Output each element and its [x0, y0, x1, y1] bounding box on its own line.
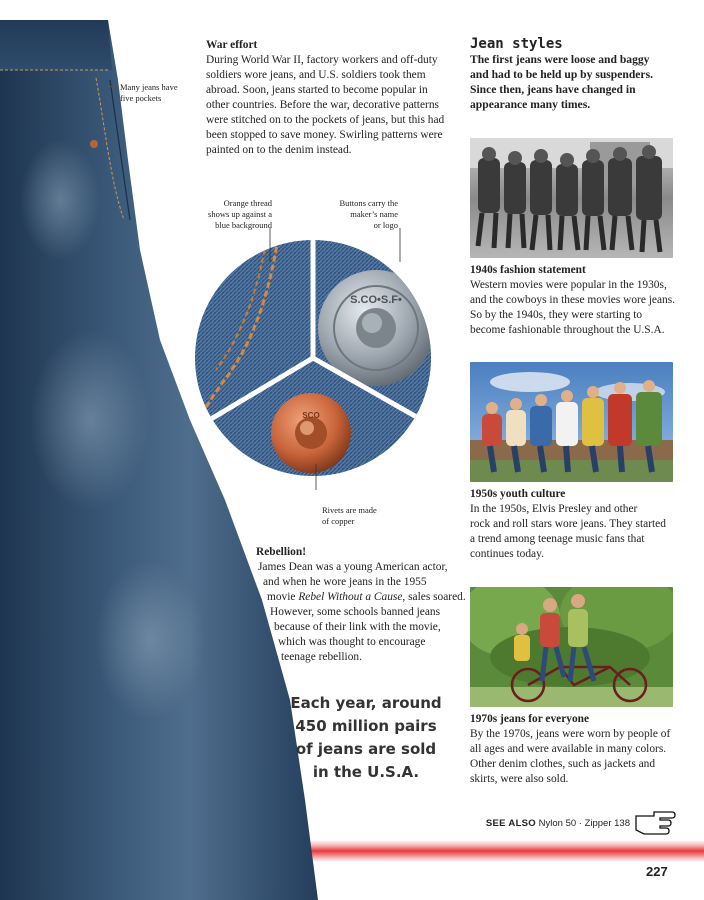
- section-1940s-heading: 1940s fashion statement: [470, 264, 586, 276]
- button-lettering: S.CO•S.F•: [350, 294, 402, 306]
- war-effort-heading: War effort: [206, 39, 258, 51]
- photo-1940s-men: [470, 138, 673, 258]
- rebellion-text: James Dean was a young American actor, and when he wore jeans in the 1955 movie Rebel Without a Cause, sales soared. However, some schools banned jeans because of their link with the movie, which was thought to encourage teenage rebellion.: [258, 561, 466, 663]
- pockets-label-line: [108, 86, 118, 87]
- see-also[interactable]: [470, 818, 630, 829]
- section-1970s: [470, 712, 696, 787]
- rebellion-heading: Rebellion!: [256, 546, 306, 558]
- section-1970s-text: By the 1970s, jeans were worn by people of all ages and were available in many colors. Other denim clothes, such as jackets and skirts, were also sold.: [470, 728, 671, 785]
- war-effort-text: During World War II, factory workers and off-duty soldiers wore jeans, and U.S. soldiers took them abroad. Soon, jeans started to become popular in other countries. Before the war, decorative patterns were stitched on to the pockets of jeans, but this had been stopped to save money. Swirling patterns were painted on to the denim instead.: [206, 54, 445, 156]
- page-number: 227: [646, 864, 668, 879]
- jean-styles-heading: Jean styles: [470, 36, 563, 52]
- rivet-on-jeans: [90, 140, 98, 148]
- photo-1970s-family-bike: [470, 587, 673, 707]
- jean-styles-intro: [470, 36, 696, 112]
- rivets-callout: Rivets are made of copper: [322, 505, 377, 526]
- section-1940s-text: Western movies were popular in the 1930s, and the cowboys in these movies wore jeans. So by the 1940s, they were starting to become fashionable throughout the U.S.A.: [470, 279, 675, 336]
- jean-styles-intro-text: The first jeans were loose and baggy and had to be held up by suspenders. Since then, jeans have changed in appearance many times.: [470, 53, 653, 111]
- section-1940s: [470, 263, 696, 338]
- section-1950s-heading: 1950s youth culture: [470, 488, 566, 500]
- war-effort-section: [206, 38, 456, 158]
- buttons-callout: Buttons carry the maker’s name or logo: [339, 198, 398, 230]
- jeans-fact: Each year, around 450 million pairs of jeans are sold in the U.S.A.: [290, 694, 442, 781]
- pointing-hand-icon: [634, 808, 676, 838]
- see-also-label: SEE ALSO: [485, 818, 536, 829]
- section-1970s-heading: 1970s jeans for everyone: [470, 713, 590, 725]
- section-1950s: [470, 487, 696, 562]
- denim-detail-circle: [186, 228, 440, 492]
- section-1950s-text: In the 1950s, Elvis Presley and other rock and roll stars wore jeans. They started a trend among teenage music fans that continues today.: [470, 503, 666, 560]
- thread-callout: Orange thread shows up against a blue background: [208, 198, 272, 230]
- rebellion-section: [256, 545, 466, 665]
- rivet-lettering: SCO: [302, 411, 320, 420]
- photo-1950s-teens: [470, 362, 673, 482]
- see-also-refs[interactable]: Nylon 50 · Zipper 138: [538, 818, 630, 829]
- movie-title: Rebel Without a Cause: [298, 591, 403, 603]
- pockets-label: Many jeans have five pockets: [120, 82, 178, 103]
